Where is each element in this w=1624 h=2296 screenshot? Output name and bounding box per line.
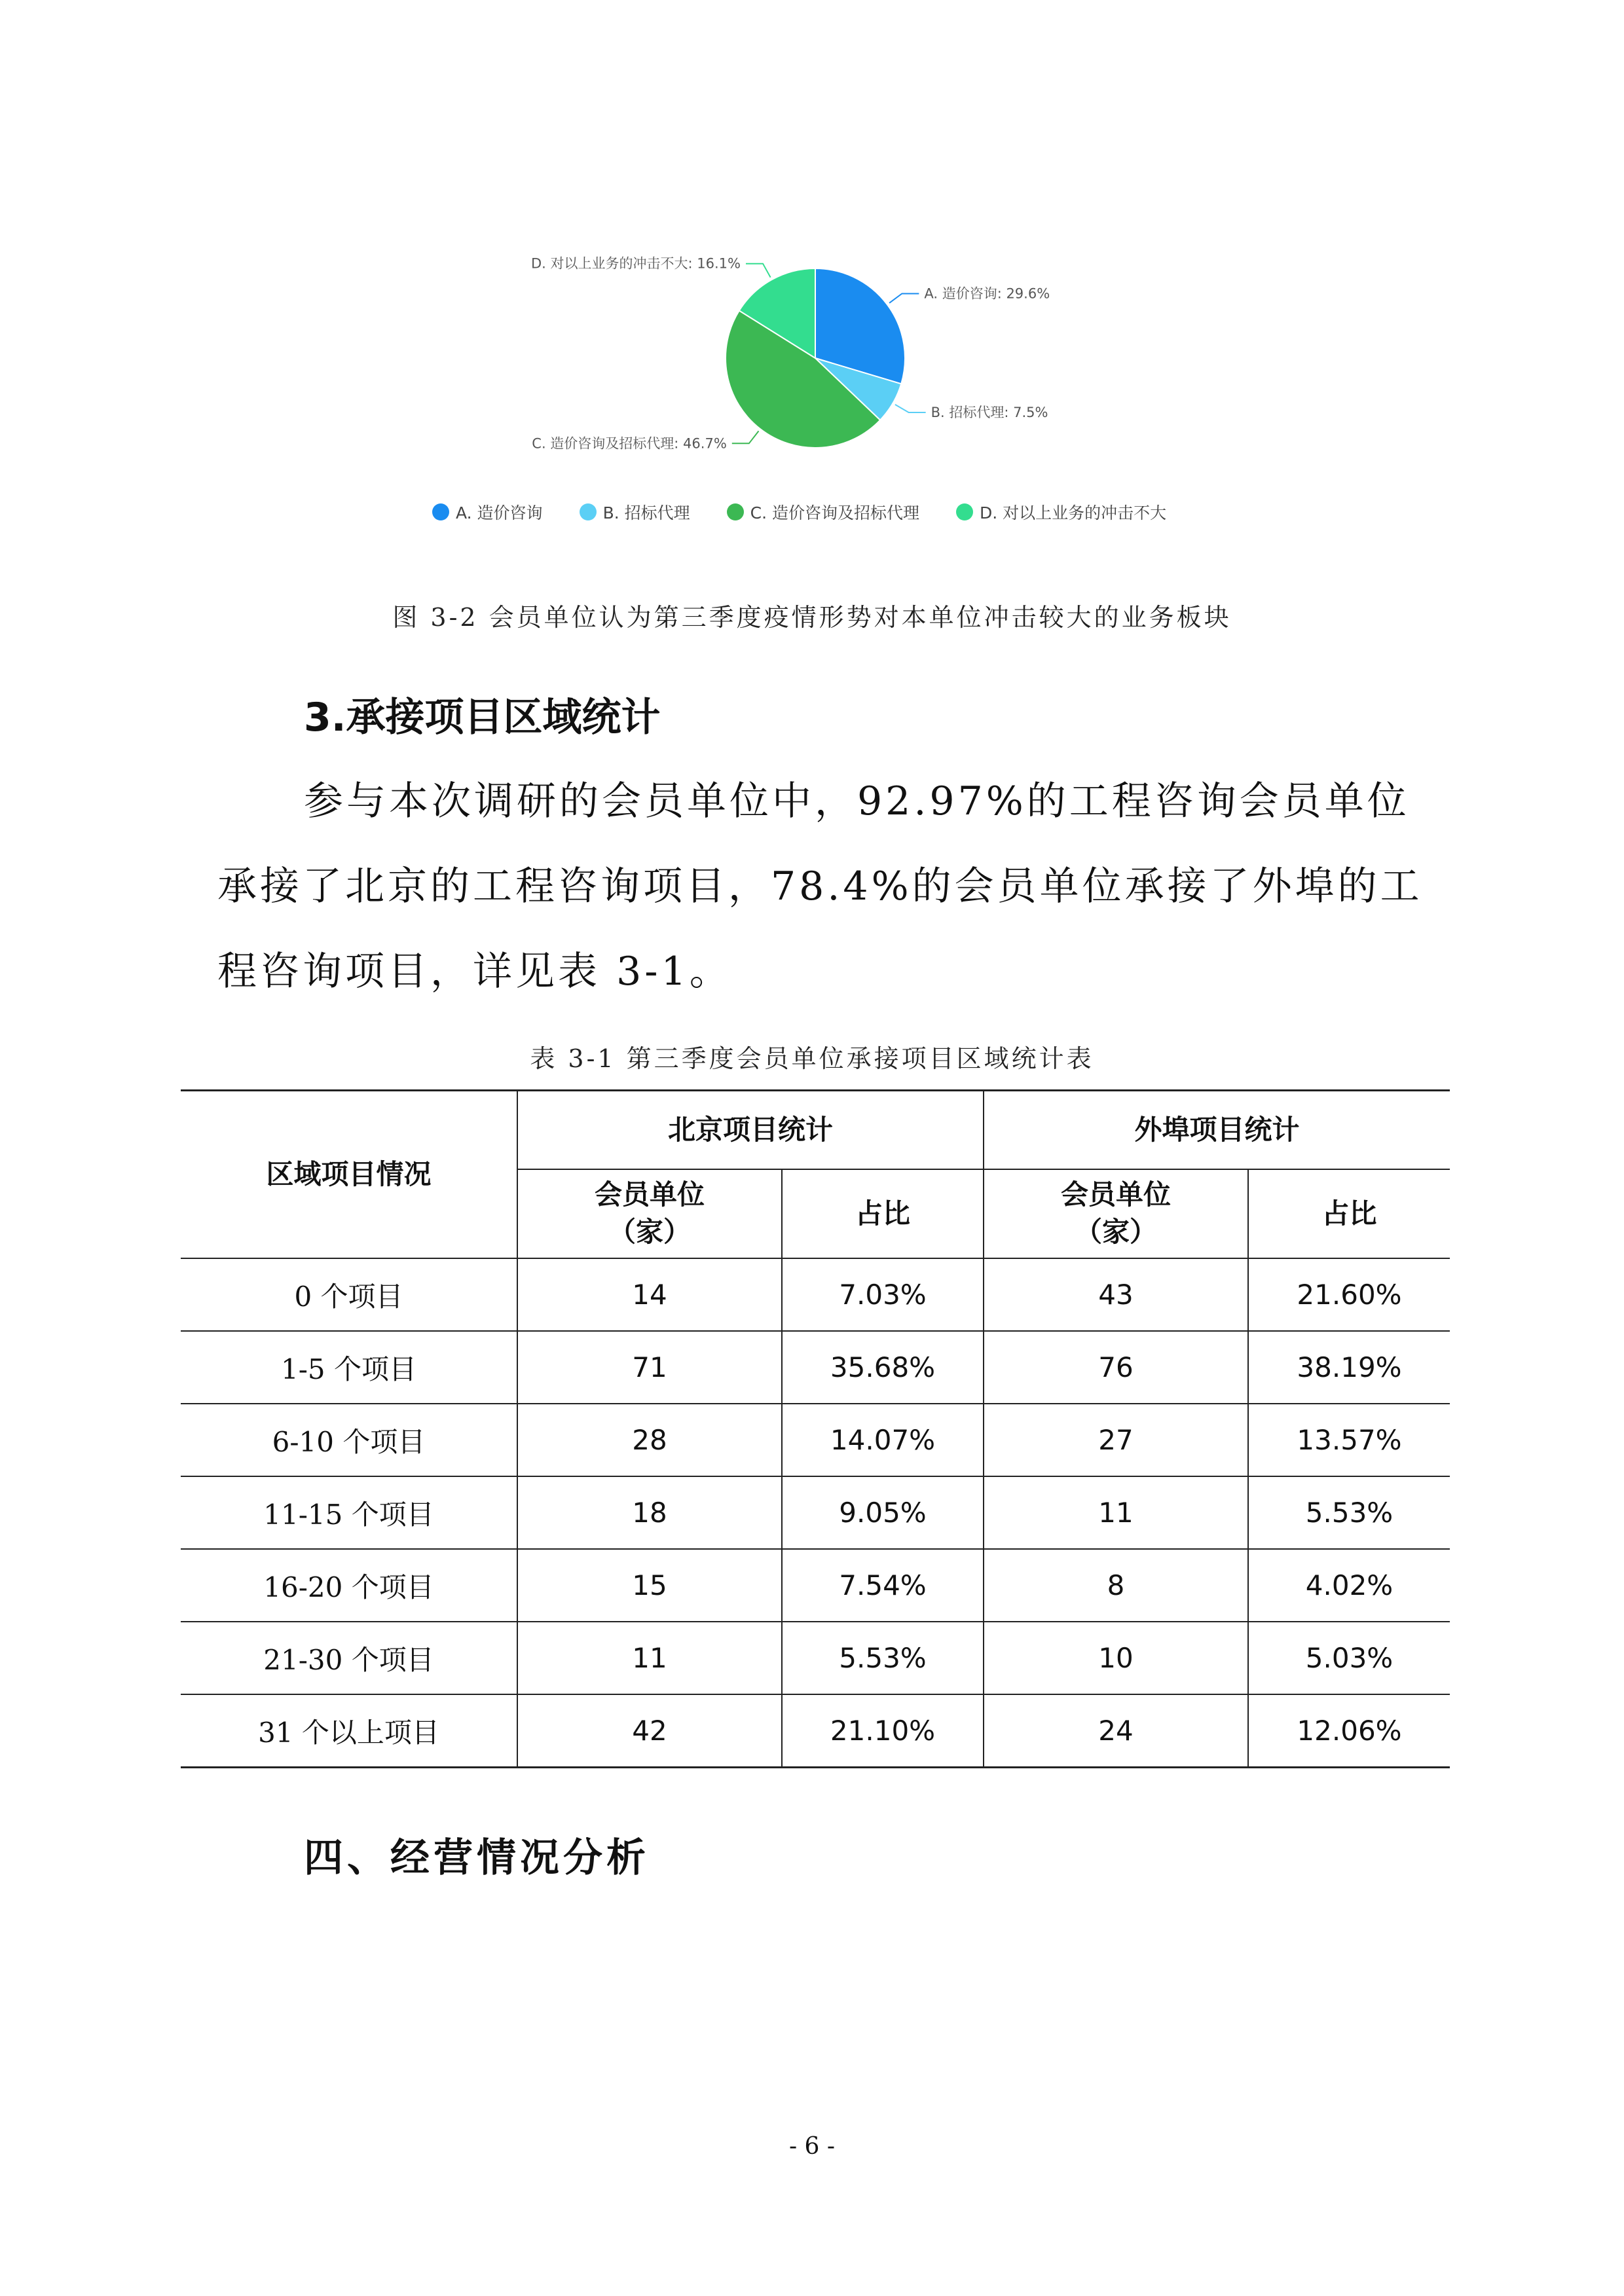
cell-bj-ratio: 9.05% [782, 1476, 984, 1549]
table-row [181, 1549, 1450, 1622]
row-label: 21-30 个项目 [181, 1622, 517, 1694]
cell-bj-ratio: 7.03% [782, 1258, 984, 1331]
header-beijing: 北京项目统计 [517, 1091, 984, 1170]
legend-item-c [727, 500, 919, 524]
cell-wb-units: 27 [984, 1404, 1248, 1476]
row-label: 6-10 个项目 [181, 1404, 517, 1476]
cell-bj-units: 18 [517, 1476, 782, 1549]
cell-wb-units: 11 [984, 1476, 1248, 1549]
row-label: 11-15 个项目 [181, 1476, 517, 1549]
cell-bj-units: 28 [517, 1404, 782, 1476]
paragraph-line-3: 程咨询项目，详见表 3-1。 [217, 949, 732, 994]
pie-label-b: B. 招标代理: 7.5% [931, 404, 1048, 420]
table-caption: 表 3-1 第三季度会员单位承接项目区域统计表 [530, 1044, 1094, 1073]
cell-wb-units: 43 [984, 1258, 1248, 1331]
cell-bj-ratio: 14.07% [782, 1404, 984, 1476]
cell-bj-ratio: 7.54% [782, 1549, 984, 1622]
cell-bj-ratio: 21.10% [782, 1694, 984, 1768]
legend-item-a [432, 500, 543, 524]
row-label: 0 个项目 [181, 1258, 517, 1331]
cell-wb-ratio: 21.60% [1248, 1258, 1450, 1331]
cell-wb-ratio: 4.02% [1248, 1549, 1450, 1622]
header-wb-units-line2: （家） [1074, 1216, 1157, 1248]
table-row [181, 1622, 1450, 1694]
cell-wb-ratio: 5.03% [1248, 1622, 1450, 1694]
header-wb-units-line1: 会员单位 [1060, 1178, 1171, 1211]
cell-bj-units: 42 [517, 1694, 782, 1768]
cell-wb-units: 24 [984, 1694, 1248, 1768]
legend-dot-d [956, 503, 973, 520]
figure-caption: 图 3-2 会员单位认为第三季度疫情形势对本单位冲击较大的业务板块 [392, 603, 1232, 632]
row-label: 1-5 个项目 [181, 1331, 517, 1404]
header-wb-ratio: 占比 [1248, 1169, 1450, 1258]
header-wb-units [984, 1169, 1248, 1258]
pie-label-d: D. 对以上业务的冲击不大: 16.1% [530, 255, 741, 272]
legend-item-b [580, 500, 690, 524]
table-row [181, 1258, 1450, 1331]
pie-leader-c [732, 431, 759, 443]
header-region: 区域项目情况 [181, 1091, 517, 1259]
table-row [181, 1476, 1450, 1549]
cell-wb-units: 8 [984, 1549, 1248, 1622]
cell-wb-ratio: 5.53% [1248, 1476, 1450, 1549]
cell-bj-units: 11 [517, 1622, 782, 1694]
row-label: 31 个以上项目 [181, 1694, 517, 1768]
chart-legend [432, 500, 1203, 524]
paragraph-line-1: 参与本次调研的会员单位中，92.97%的工程咨询会员单位 [304, 778, 1410, 824]
legend-label-a: A. 造价咨询 [456, 503, 543, 522]
legend-dot-c [727, 503, 744, 520]
cell-bj-units: 14 [517, 1258, 782, 1331]
header-bj-units-line1: 会员单位 [594, 1178, 705, 1211]
cell-bj-ratio: 5.53% [782, 1622, 984, 1694]
table-row [181, 1694, 1450, 1768]
page-number: - 6 - [788, 2133, 836, 2160]
legend-item-d [956, 500, 1166, 524]
paragraph-line-2: 承接了北京的工程咨询项目，78.4%的会员单位承接了外埠的工 [217, 864, 1423, 909]
pie-leader-d [746, 264, 771, 278]
section-heading: 3.承接项目区域统计 [304, 695, 661, 740]
legend-dot-b [580, 503, 597, 520]
cell-bj-units: 15 [517, 1549, 782, 1622]
header-outer: 外埠项目统计 [984, 1091, 1450, 1170]
table-header-row-1 [181, 1091, 1450, 1170]
table-row [181, 1404, 1450, 1476]
cell-wb-units: 76 [984, 1331, 1248, 1404]
pie-leader-a [889, 293, 919, 302]
cell-wb-ratio: 38.19% [1248, 1331, 1450, 1404]
header-bj-units [517, 1169, 782, 1258]
cell-bj-units: 71 [517, 1331, 782, 1404]
pie-leader-b [895, 405, 926, 412]
row-label: 16-20 个项目 [181, 1549, 517, 1622]
table-row [181, 1331, 1450, 1404]
region-stats-table [181, 1089, 1450, 1768]
cell-wb-units: 10 [984, 1622, 1248, 1694]
legend-dot-a [432, 503, 449, 520]
cell-wb-ratio: 12.06% [1248, 1694, 1450, 1768]
legend-label-d: D. 对以上业务的冲击不大 [979, 503, 1167, 522]
header-bj-units-line2: （家） [608, 1216, 691, 1248]
cell-bj-ratio: 35.68% [782, 1331, 984, 1404]
pie-label-c: C. 造价咨询及招标代理: 46.7% [532, 435, 727, 452]
legend-label-c: C. 造价咨询及招标代理 [750, 503, 919, 522]
legend-label-b: B. 招标代理 [602, 503, 690, 522]
section4-heading: 四、经营情况分析 [304, 1835, 650, 1881]
pie-label-a: A. 造价咨询: 29.6% [924, 285, 1050, 302]
cell-wb-ratio: 13.57% [1248, 1404, 1450, 1476]
header-bj-ratio: 占比 [782, 1169, 984, 1258]
